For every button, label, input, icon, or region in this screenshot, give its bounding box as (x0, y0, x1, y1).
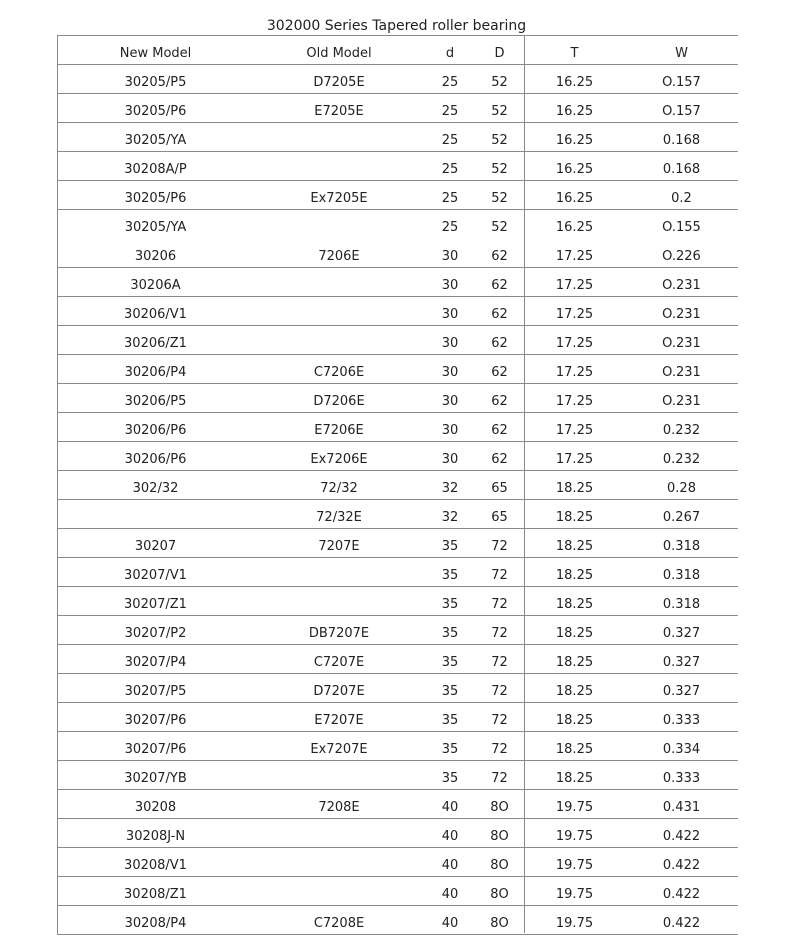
cell-old-model: C7207E (313, 655, 365, 670)
cell-W: O.155 (662, 220, 701, 235)
cell-T: 18.25 (555, 684, 594, 699)
cell-T: 18.25 (555, 510, 594, 525)
cell-W: O.157 (662, 104, 701, 119)
table-row (58, 616, 738, 645)
cell-new-model: 30207/YB (124, 771, 187, 786)
cell-new-model: 30206A (130, 278, 181, 293)
cell-T: 18.25 (555, 713, 594, 728)
cell-old-model (253, 295, 425, 296)
cell-W: 0.28 (667, 481, 696, 496)
cell-D: 8O (490, 887, 509, 902)
cell-old-model: 7207E (318, 539, 360, 554)
table-row (58, 703, 738, 732)
cell-D: 72 (491, 597, 508, 612)
cell-D: 62 (491, 365, 508, 380)
cell-T: 18.25 (555, 568, 594, 583)
cell-D: 8O (490, 916, 509, 931)
cell-T: 16.25 (555, 162, 594, 177)
cell-T: 16.25 (555, 104, 594, 119)
cell-W: 0.327 (662, 626, 701, 641)
cell-new-model: 30208/Z1 (124, 887, 187, 902)
cell-old-model: Ex7207E (310, 742, 368, 757)
table-row (58, 587, 738, 616)
cell-D: 72 (491, 771, 508, 786)
table-row (58, 326, 738, 355)
table-row (58, 471, 738, 500)
cell-d: 32 (441, 481, 459, 496)
cell-D: 52 (491, 75, 508, 90)
cell-old-model (253, 904, 425, 905)
cell-D: 62 (491, 278, 508, 293)
cell-d: 30 (441, 249, 459, 264)
table-row (58, 674, 738, 703)
cell-new-model: 30208J-N (125, 829, 186, 844)
cell-new-model: 302/32 (132, 481, 179, 496)
cell-new-model: 30206/V1 (124, 307, 187, 322)
table-row (58, 297, 738, 326)
cell-T: 19.75 (555, 858, 594, 873)
cell-D: 8O (490, 829, 509, 844)
cell-new-model: 30206/P6 (124, 452, 187, 467)
cell-old-model: 7206E (318, 249, 360, 264)
cell-D: 52 (491, 220, 508, 235)
table-row (58, 65, 738, 94)
cell-d: 40 (441, 829, 459, 844)
cell-W: 0.318 (662, 597, 701, 612)
cell-W: O.226 (662, 249, 701, 264)
header-d: d (445, 46, 455, 61)
cell-T: 17.25 (555, 249, 594, 264)
cell-new-model: 30205/YA (124, 220, 187, 235)
cell-W: 0.168 (662, 162, 701, 177)
cell-D: 8O (490, 800, 509, 815)
cell-old-model (253, 614, 425, 615)
cell-D: 62 (491, 423, 508, 438)
cell-W: O.231 (662, 394, 701, 409)
cell-new-model: 30205/YA (124, 133, 187, 148)
table-row (58, 819, 738, 848)
cell-old-model: C7208E (313, 916, 365, 931)
cell-W: 0.333 (662, 771, 701, 786)
cell-T: 18.25 (555, 539, 594, 554)
cell-d: 30 (441, 394, 459, 409)
cell-D: 62 (491, 307, 508, 322)
cell-old-model (253, 875, 425, 876)
cell-old-model (253, 846, 425, 847)
cell-d: 35 (441, 626, 459, 641)
cell-W: 0.168 (662, 133, 701, 148)
cell-T: 17.25 (555, 423, 594, 438)
header-D: D (494, 46, 505, 61)
cell-d: 30 (441, 336, 459, 351)
cell-W: O.157 (662, 75, 701, 90)
cell-d: 30 (441, 452, 459, 467)
bearing-spec-table (57, 35, 738, 935)
cell-D: 72 (491, 539, 508, 554)
cell-new-model: 30207/P4 (124, 655, 187, 670)
cell-W: O.231 (662, 336, 701, 351)
cell-D: 52 (491, 104, 508, 119)
cell-T: 16.25 (555, 133, 594, 148)
table-row (58, 906, 738, 935)
cell-d: 32 (441, 510, 459, 525)
cell-d: 30 (441, 423, 459, 438)
cell-W: 0.422 (662, 887, 701, 902)
cell-old-model (253, 150, 425, 151)
cell-d: 35 (441, 597, 459, 612)
cell-new-model: 30205/P5 (124, 75, 187, 90)
cell-new-model: 30206 (134, 249, 177, 264)
cell-d: 35 (441, 742, 459, 757)
cell-W: 0.318 (662, 568, 701, 583)
cell-old-model: DB7207E (308, 626, 370, 641)
cell-W: 0.267 (662, 510, 701, 525)
table-row (58, 210, 738, 239)
cell-D: 72 (491, 713, 508, 728)
cell-new-model: 30205/P6 (124, 191, 187, 206)
cell-T: 18.25 (555, 597, 594, 612)
cell-d: 25 (441, 191, 459, 206)
cell-new-model: 30207/P6 (124, 713, 187, 728)
cell-old-model: Ex7206E (310, 452, 368, 467)
table-row (58, 384, 738, 413)
cell-old-model: 72/32 (320, 481, 358, 496)
table-row (58, 355, 738, 384)
cell-old-model: E7207E (314, 713, 364, 728)
cell-T: 17.25 (555, 365, 594, 380)
table-row (58, 442, 738, 471)
cell-W: 0.422 (662, 858, 701, 873)
cell-new-model: 30207/P6 (124, 742, 187, 757)
cell-T: 17.25 (555, 307, 594, 322)
cell-old-model (253, 324, 425, 325)
cell-W: 0.327 (662, 684, 701, 699)
cell-W: 0.334 (662, 742, 701, 757)
table-row (58, 761, 738, 790)
cell-T: 17.25 (555, 278, 594, 293)
header-old-model: Old Model (306, 46, 372, 61)
cell-D: 65 (491, 481, 508, 496)
cell-W: 0.232 (662, 452, 701, 467)
cell-W: O.231 (662, 307, 701, 322)
cell-W: O.231 (662, 365, 701, 380)
cell-new-model: 30208/V1 (124, 858, 187, 873)
cell-D: 72 (491, 742, 508, 757)
cell-T: 17.25 (555, 452, 594, 467)
table-row (58, 529, 738, 558)
table-row (58, 239, 738, 268)
cell-new-model: 30205/P6 (124, 104, 187, 119)
cell-new-model: 30207/Z1 (124, 597, 187, 612)
cell-new-model: 30207/P5 (124, 684, 187, 699)
table-row (58, 645, 738, 674)
table-title: 302000 Series Tapered roller bearing (266, 18, 527, 34)
cell-new-model: 30206/Z1 (124, 336, 187, 351)
table-row (58, 732, 738, 761)
table-row (58, 500, 738, 529)
cell-T: 18.25 (555, 655, 594, 670)
cell-new-model: 30207/P2 (124, 626, 187, 641)
cell-d: 25 (441, 220, 459, 235)
cell-d: 40 (441, 858, 459, 873)
cell-d: 35 (441, 568, 459, 583)
cell-D: 52 (491, 191, 508, 206)
cell-old-model (253, 179, 425, 180)
cell-d: 25 (441, 133, 459, 148)
header-W: W (675, 46, 688, 61)
table-row (58, 181, 738, 210)
cell-d: 40 (441, 800, 459, 815)
cell-old-model: 7208E (318, 800, 360, 815)
cell-new-model: 30206/P5 (124, 394, 187, 409)
cell-T: 17.25 (555, 394, 594, 409)
table-body (58, 65, 738, 935)
cell-D: 62 (491, 249, 508, 264)
cell-W: 0.327 (662, 655, 701, 670)
cell-D: 72 (491, 684, 508, 699)
table-row (58, 877, 738, 906)
table-row (58, 413, 738, 442)
cell-D: 72 (491, 655, 508, 670)
table-header-row (58, 36, 738, 65)
table-row (58, 94, 738, 123)
cell-W: 0.333 (662, 713, 701, 728)
table-row (58, 268, 738, 297)
cell-W: 0.2 (671, 191, 692, 206)
cell-W: 0.318 (662, 539, 701, 554)
cell-D: 65 (491, 510, 508, 525)
cell-D: 8O (490, 858, 509, 873)
cell-old-model: D7207E (313, 684, 365, 699)
cell-d: 25 (441, 104, 459, 119)
cell-D: 72 (491, 626, 508, 641)
cell-d: 30 (441, 365, 459, 380)
cell-T: 19.75 (555, 800, 594, 815)
cell-old-model: Ex7205E (310, 191, 368, 206)
cell-d: 35 (441, 684, 459, 699)
cell-old-model: D7205E (313, 75, 365, 90)
cell-T: 18.25 (555, 771, 594, 786)
cell-D: 62 (491, 394, 508, 409)
cell-d: 25 (441, 75, 459, 90)
cell-old-model (253, 788, 425, 789)
cell-d: 35 (441, 713, 459, 728)
cell-d: 40 (441, 887, 459, 902)
cell-d: 25 (441, 162, 459, 177)
table-row (58, 848, 738, 877)
cell-D: 52 (491, 162, 508, 177)
cell-T: 16.25 (555, 191, 594, 206)
cell-new-model: 30206/P6 (124, 423, 187, 438)
cell-D: 62 (491, 336, 508, 351)
cell-d: 35 (441, 539, 459, 554)
cell-W: O.231 (662, 278, 701, 293)
cell-d: 35 (441, 655, 459, 670)
cell-W: 0.431 (662, 800, 701, 815)
table-row (58, 123, 738, 152)
cell-new-model: 30208A/P (124, 162, 187, 177)
cell-W: 0.422 (662, 916, 701, 931)
cell-W: 0.422 (662, 829, 701, 844)
cell-W: 0.232 (662, 423, 701, 438)
cell-T: 19.75 (555, 887, 594, 902)
cell-d: 35 (441, 771, 459, 786)
cell-new-model: 30206/P4 (124, 365, 187, 380)
cell-T: 18.25 (555, 626, 594, 641)
cell-new-model (58, 527, 253, 528)
table-row (58, 558, 738, 587)
cell-new-model: 30207 (134, 539, 177, 554)
cell-T: 16.25 (555, 220, 594, 235)
header-new-model: New Model (119, 46, 192, 61)
cell-new-model: 30207/V1 (124, 568, 187, 583)
table-row (58, 790, 738, 819)
cell-old-model (253, 353, 425, 354)
table-row (58, 152, 738, 181)
cell-new-model: 30208 (134, 800, 177, 815)
cell-T: 16.25 (555, 75, 594, 90)
cell-new-model: 30208/P4 (124, 916, 187, 931)
cell-d: 40 (441, 916, 459, 931)
cell-T: 18.25 (555, 481, 594, 496)
cell-D: 62 (491, 452, 508, 467)
cell-D: 72 (491, 568, 508, 583)
column-divider (524, 36, 525, 933)
cell-d: 30 (441, 307, 459, 322)
cell-T: 19.75 (555, 916, 594, 931)
cell-old-model: E7205E (314, 104, 364, 119)
cell-old-model: D7206E (313, 394, 365, 409)
cell-old-model (253, 585, 425, 586)
cell-T: 17.25 (555, 336, 594, 351)
cell-old-model (253, 237, 425, 238)
header-T: T (570, 46, 579, 61)
cell-old-model: 72/32E (316, 510, 362, 525)
cell-old-model: C7206E (313, 365, 365, 380)
cell-old-model: E7206E (314, 423, 364, 438)
cell-T: 18.25 (555, 742, 594, 757)
cell-T: 19.75 (555, 829, 594, 844)
cell-D: 52 (491, 133, 508, 148)
cell-d: 30 (441, 278, 459, 293)
